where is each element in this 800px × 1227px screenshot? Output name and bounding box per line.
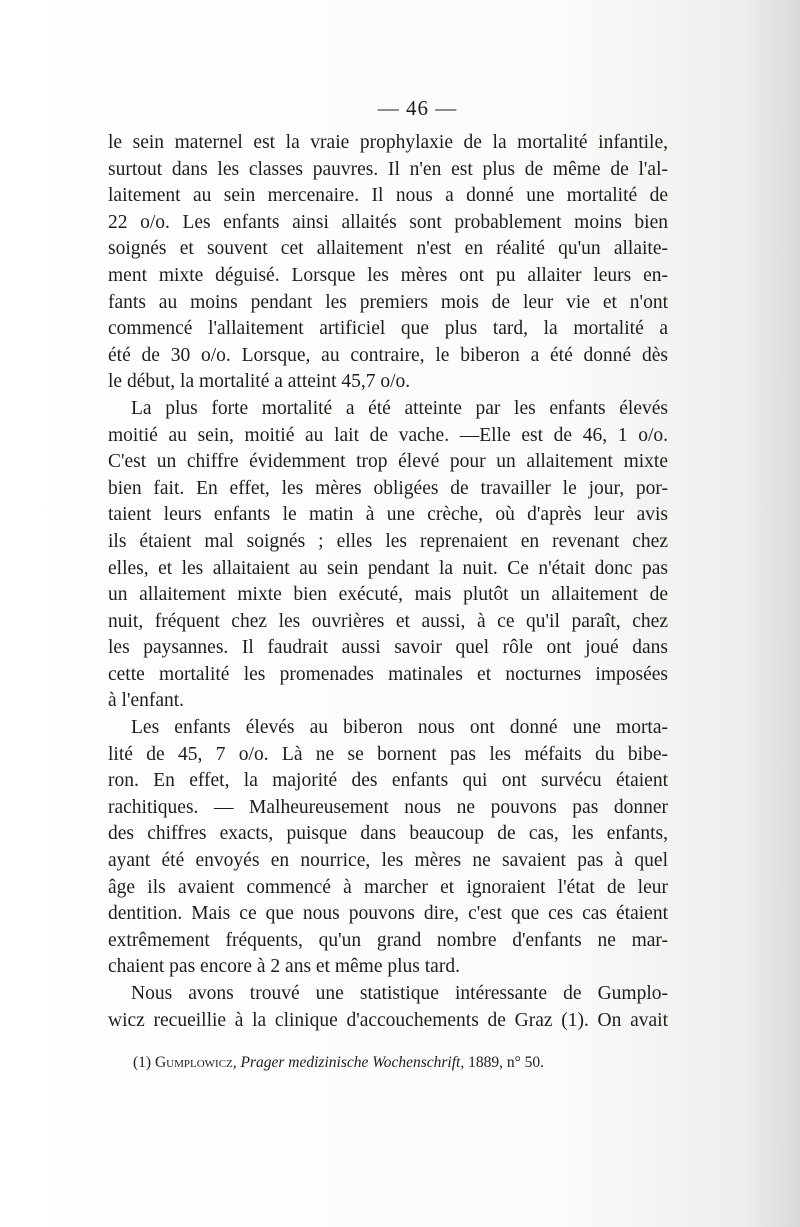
text-line: lité de 45, 7 o/o. Là ne se bornent pas les méfaits du bibe- — [108, 743, 668, 765]
text-line: des chiffres exacts, puisque dans beaucoup de cas, les enfants, — [108, 823, 668, 845]
text-line: soignés et souvent cet allaitement n'est en réalité qu'un allaite- — [108, 238, 668, 260]
text-line: été de 30 o/o. Lorsque, au contraire, le biberon a été donné dès — [108, 344, 668, 366]
footnote-marker: (1) — [133, 1054, 152, 1071]
body-text — [108, 130, 668, 1034]
text-line: taient leurs enfants le matin à une crèche, où d'après leur avis — [108, 504, 668, 526]
text-line: le début, la mortalité a atteint 45,7 o/o. — [108, 371, 411, 393]
text-line: à l'enfant. — [108, 690, 185, 712]
text-line: laitement au sein mercenaire. Il nous a donné une mortalité de — [108, 185, 668, 207]
text-line: fants au moins pendant les premiers mois de leur vie et n'ont — [108, 291, 668, 313]
footnote-journal: Prager medizinische Wochenschrift, — [240, 1054, 465, 1071]
text-line: ment mixte déguisé. Lorsque les mères ont pu allaiter leurs en- — [108, 264, 668, 286]
footnote — [133, 1052, 544, 1074]
text-line: C'est un chiffre évidemment trop élevé pour un allaitement mixte — [108, 451, 668, 473]
text-line: âge ils avaient commencé à marcher et ignoraient l'état de leur — [108, 876, 668, 898]
text-line: dentition. Mais ce que nous pouvons dire, c'est que ces cas étaient — [108, 903, 668, 925]
text-line: surtout dans les classes pauvres. Il n'en est plus de même de l'al- — [108, 158, 668, 180]
footnote-author: Gumplowicz, — [154, 1054, 237, 1071]
text-line: wicz recueillie à la clinique d'accouchements de Graz (1). On avait — [108, 1009, 668, 1031]
text-line: extrêmement fréquents, qu'un grand nombre d'enfants ne mar- — [108, 929, 668, 951]
text-line: commencé l'allaitement artificiel que plus tard, la mortalité a — [108, 318, 668, 340]
paragraph-start-line: Nous avons trouvé une statistique intéressante de Gumplo- — [131, 983, 668, 1004]
text-line: cette mortalité les promenades matinales et nocturnes imposées — [108, 663, 668, 685]
text-line: ils étaient mal soignés ; elles les reprenaient en revenant chez — [108, 530, 668, 552]
text-line: 22 o/o. Les enfants ainsi allaités sont probablement moins bien — [108, 211, 668, 233]
footnote-details: 1889, n° 50. — [468, 1054, 545, 1071]
text-line: ayant été envoyés en nourrice, les mères ne savaient pas à quel — [108, 850, 668, 872]
text-line: moitié au sein, moitié au lait de vache. —Elle est de 46, 1 o/o. — [108, 424, 668, 446]
paragraph-start-line: La plus forte mortalité a été atteinte par les enfants élevés — [131, 397, 668, 419]
text-line: ron. En effet, la majorité des enfants qui ont survécu étaient — [108, 770, 668, 792]
text-line: nuit, fréquent chez les ouvrières et aussi, à ce qu'il paraît, chez — [108, 610, 668, 632]
paragraph-start-line: Les enfants élevés au biberon nous ont donné une morta- — [131, 717, 668, 739]
text-line: elles, et les allaitaient au sein pendant la nuit. Ce n'était donc pas — [108, 557, 668, 579]
text-line: le sein maternel est la vraie prophylaxie de la mortalité infantile, — [108, 132, 668, 153]
page-number: — 46 — — [377, 96, 458, 120]
text-line: un allaitement mixte bien exécuté, mais plutôt un allaitement de — [108, 584, 668, 606]
text-line: bien fait. En effet, les mères obligées de travailler le jour, por- — [108, 477, 668, 499]
text-line: les paysannes. Il faudrait aussi savoir quel rôle ont joué dans — [108, 637, 668, 659]
text-line: chaient pas encore à 2 ans et même plus tard. — [108, 956, 460, 978]
text-line: rachitiques. — Malheureusement nous ne pouvons pas donner — [108, 796, 668, 818]
